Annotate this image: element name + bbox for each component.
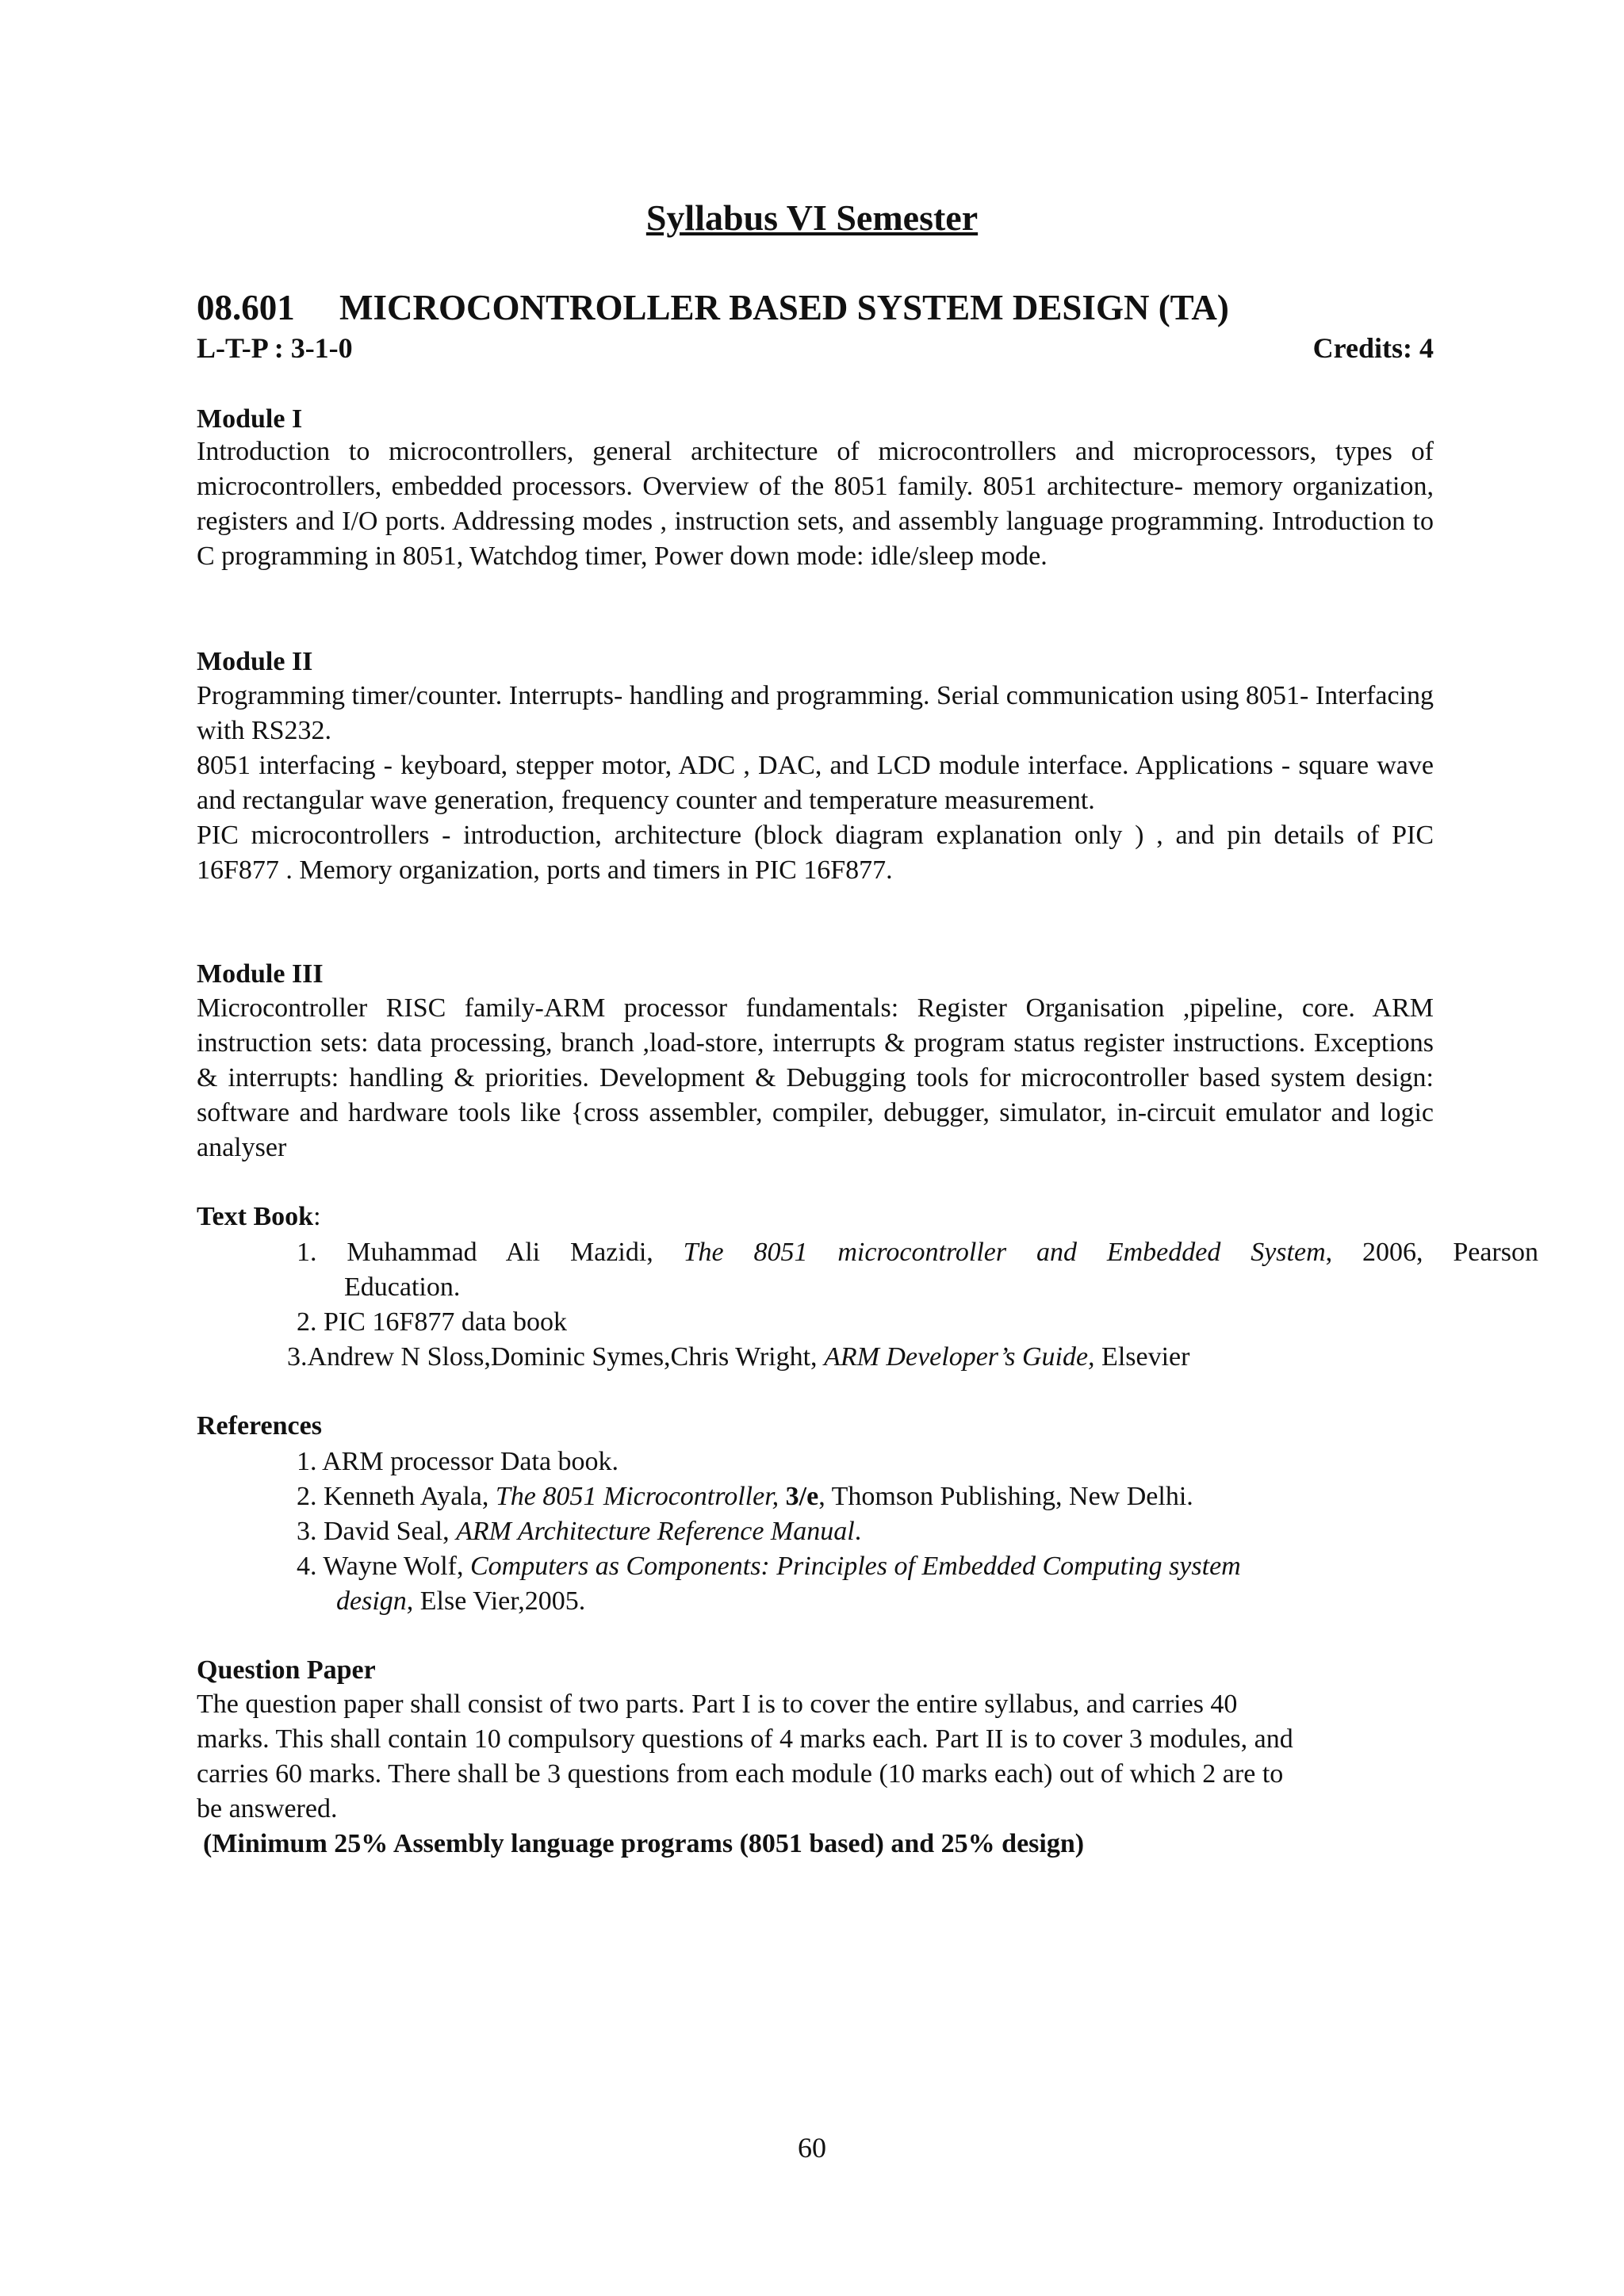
- module-1-paragraph: Introduction to microcontrollers, general architecture of microcontrollers and microprocessors, types of microcontrollers, embedded processors. Overview of the 8051 family. 8051 architecture- memory organization, registers and I/O ports. Addressing modes , instruction sets, and assembly language programming. Introduction to C programming in 8051, Watchdog timer, Power down mode: idle/sleep mode.: [197, 437, 1434, 571]
- item-suffix: , 2006, Pearson: [1325, 1238, 1538, 1267]
- item-prefix: 4. Wayne Wolf,: [297, 1552, 470, 1581]
- question-paper-line: carries 60 marks. There shall be 3 questions from each module (10 marks each) out of which 2 are to: [197, 1759, 1284, 1789]
- module-1-body: [197, 434, 1434, 574]
- reference-item: [297, 1479, 1193, 1514]
- module-3-paragraph: Microcontroller RISC family-ARM processor fundamentals: Register Organisation ,pipeline, core. ARM instruction sets: data processing, branch ,load-store, interrupts & program status register instructions. Exceptions & interrupts: handling & priorities. Development & Debugging tools for microcontroller based system design: software and hardware tools like {cross assembler, compiler, debugger, simulator, in-circuit emulator and logic analyser: [197, 993, 1434, 1162]
- item-title: design,: [336, 1586, 414, 1616]
- item-prefix: 1. Muhammad Ali Mazidi,: [297, 1238, 684, 1267]
- item-suffix: Else Vier,2005.: [413, 1586, 586, 1616]
- ltp-label: L-T-P : 3-1-0: [197, 332, 353, 364]
- item-prefix: 3. David Seal,: [297, 1517, 457, 1546]
- module-3-heading: Module III: [197, 959, 324, 989]
- text-book-heading-label: Text Book: [197, 1202, 314, 1231]
- module-3-body: [197, 991, 1434, 1165]
- question-paper-line: The question paper shall consist of two parts. Part I is to cover the entire syllabus, and carries 40: [197, 1689, 1238, 1719]
- question-paper-line: be answered.: [197, 1794, 338, 1823]
- reference-item: [297, 1514, 861, 1549]
- credits-label: Credits: 4: [1312, 332, 1434, 364]
- page-title: Syllabus VI Semester: [645, 197, 979, 238]
- page-number: 60: [798, 2132, 826, 2164]
- reference-item: 1. ARM processor Data book.: [297, 1447, 619, 1476]
- reference-item: [297, 1549, 1241, 1584]
- text-book-item: [287, 1340, 1189, 1375]
- item-suffix: Elsevier: [1094, 1342, 1190, 1372]
- course-code: 08.601: [197, 288, 295, 327]
- item-title: The 8051 microcontroller and Embedded System: [683, 1238, 1326, 1267]
- question-paper-heading: Question Paper: [197, 1655, 376, 1685]
- item-suffix: .: [854, 1517, 862, 1546]
- module-2-paragraph: PIC microcontrollers - introduction, architecture (block diagram explanation only ) , and pin details of PIC 16F877 . Memory organization, ports and timers in PIC 16F877.: [197, 821, 1434, 885]
- question-paper-line: marks. This shall contain 10 compulsory questions of 4 marks each. Part II is to cover 3 modules, and: [197, 1724, 1293, 1754]
- references-heading: References: [197, 1411, 322, 1441]
- item-title: The 8051 Microcontroller,: [495, 1482, 779, 1511]
- text-book-item: [297, 1235, 1538, 1270]
- item-edition: 3/e: [779, 1482, 819, 1511]
- module-2-paragraph: Programming timer/counter. Interrupts- handling and programming. Serial communication using 8051- Interfacing with RS232.: [197, 681, 1434, 745]
- text-book-heading: [197, 1202, 321, 1232]
- item-prefix: 2. Kenneth Ayala,: [297, 1482, 496, 1511]
- item-title: Computers as Components: Principles of Embedded Computing system: [469, 1552, 1241, 1581]
- item-title: ARM Developer’s Guide,: [824, 1342, 1095, 1372]
- item-prefix: 3.Andrew N Sloss,Dominic Symes,Chris Wright,: [287, 1342, 825, 1372]
- text-book-item-continuation: Education.: [344, 1272, 461, 1302]
- module-2-paragraph: 8051 interfacing - keyboard, stepper motor, ADC , DAC, and LCD module interface. Applications - square wave and rectangular wave generation, frequency counter and temperature measurement.: [197, 751, 1434, 815]
- reference-item-continuation: [336, 1584, 585, 1619]
- question-paper-note: (Minimum 25% Assembly language programs (8051 based) and 25% design): [203, 1829, 1085, 1858]
- module-2-body: [197, 679, 1434, 888]
- item-suffix: , Thomson Publishing, New Delhi.: [818, 1482, 1193, 1511]
- module-2-heading: Module II: [197, 647, 313, 676]
- course-name: MICROCONTROLLER BASED SYSTEM DESIGN (TA): [339, 288, 1229, 327]
- text-book-colon: :: [313, 1202, 321, 1231]
- text-book-item: 2. PIC 16F877 data book: [297, 1307, 567, 1337]
- course-title: [197, 287, 1229, 328]
- item-title: ARM Architecture Reference Manual: [456, 1517, 855, 1546]
- module-1-heading: Module I: [197, 404, 303, 434]
